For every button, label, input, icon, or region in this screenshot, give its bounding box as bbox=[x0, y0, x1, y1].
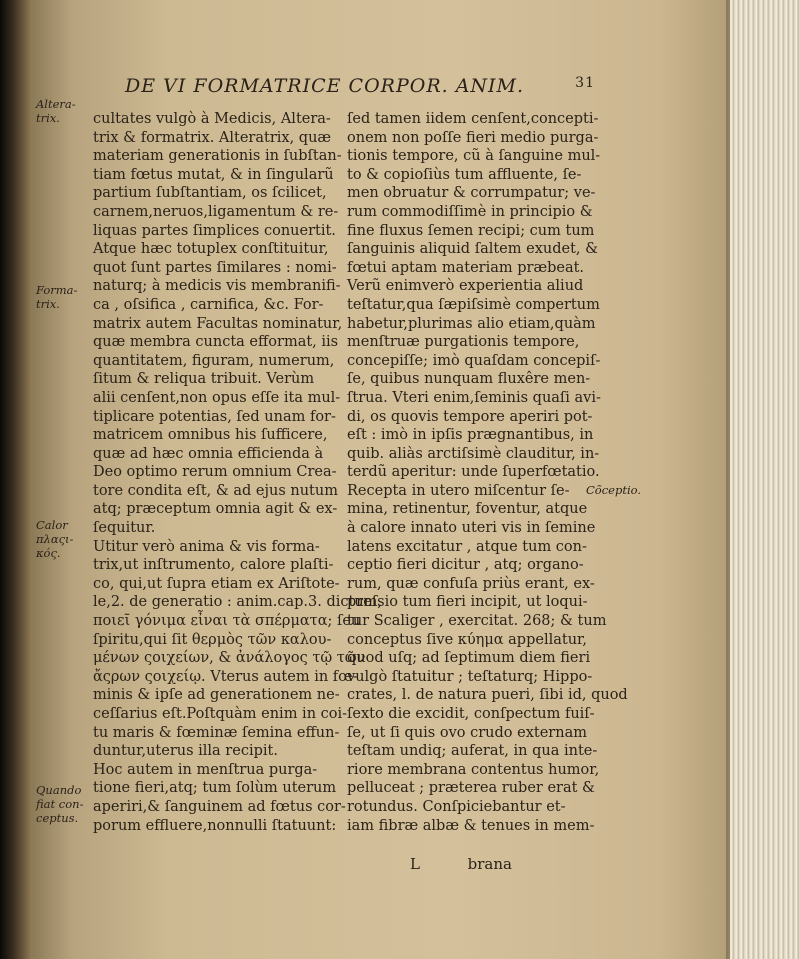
text-line: men obruatur & corrumpatur; ve- bbox=[347, 185, 596, 202]
text-line: conceptus ſive κύημα appellatur, bbox=[347, 631, 587, 648]
text-line: Atque hæc totuplex conſtituitur, bbox=[93, 241, 329, 258]
text-line: ca , oſsifica , carnifica, &c. For- bbox=[93, 296, 324, 313]
text-line: ſequitur. bbox=[93, 520, 156, 537]
text-line: eſt : imò in ipſis prægnantibus, in bbox=[347, 427, 594, 444]
page-stack-edges bbox=[730, 0, 800, 959]
text-line: Deo optimo rerum omnium Crea- bbox=[93, 464, 337, 481]
text-line: concepiſſe; imò quaſdam concepiſ- bbox=[347, 352, 601, 369]
text-line: quod uſq; ad ſeptimum diem fieri bbox=[347, 650, 591, 667]
text-line: vulgò ſtatuitur ; teſtaturq; Hippo- bbox=[347, 668, 593, 685]
text-line: tiplicare potentias, ſed unam for- bbox=[93, 408, 336, 425]
text-line: ceptio fieri dicitur , atq; organo- bbox=[347, 557, 584, 574]
text-line: ποιεῖ γόνιμα εἶναι τὰ σπέρματα; ſeu bbox=[93, 613, 361, 630]
text-line: tur Scaliger , exercitat. 268; & tum bbox=[347, 613, 607, 630]
text-line: partium ſubſtantiam, os ſcilicet, bbox=[93, 185, 327, 202]
text-line: pelluceat ; præterea ruber erat & bbox=[347, 780, 595, 797]
text-line: quæ ad hæc omnia efficienda à bbox=[93, 445, 324, 462]
text-line: tiam fœtus mutat, & in ſingularũ bbox=[93, 166, 334, 183]
text-line: minis & ipſe ad generationem ne- bbox=[93, 687, 340, 704]
text-line: matrix autem Facultas nominatur, bbox=[93, 315, 343, 332]
text-line: rotundus. Conſpiciebantur et- bbox=[347, 798, 566, 815]
text-line: Utitur verò anima & vis forma- bbox=[93, 538, 320, 555]
text-line: fine fluxus ſemen recipi; cum tum bbox=[347, 222, 595, 239]
text-line: Recepta in utero miſcentur ſe- bbox=[347, 482, 570, 499]
text-line: materiam generationis in ſubſtan- bbox=[93, 148, 342, 165]
text-line: μένων ςοιχείων, & ἀνάλογος τῷ τῶν bbox=[93, 650, 366, 667]
text-line: à calore innato uteri vis in ſemine bbox=[347, 520, 596, 537]
text-line: tu maris & fœminæ ſemina effun- bbox=[93, 724, 340, 741]
left-text-column bbox=[93, 110, 383, 835]
margin-note-conceptio: Cõceptio. bbox=[586, 483, 642, 497]
text-line: rum commodiſſimè in principio & bbox=[347, 203, 593, 220]
text-line: ſitum & reliqua tribuit. Verùm bbox=[93, 371, 315, 388]
text-line: matricem omnibus his ſufficere, bbox=[93, 427, 328, 444]
text-line: porum effluere,nonnulli ſtatuunt: bbox=[93, 817, 337, 834]
running-header bbox=[125, 75, 595, 97]
margin-note-alteratrix: Altera- trix. bbox=[36, 97, 76, 125]
book-page bbox=[30, 0, 730, 959]
text-line: naturq; à medicis vis membranifi- bbox=[93, 278, 341, 295]
text-line: menſtruæ purgationis tempore, bbox=[347, 334, 580, 351]
margin-note-quando: Quando fiat con- ceptus. bbox=[36, 783, 84, 825]
text-line: habetur,plurimas alio etiam,quàm bbox=[347, 315, 596, 332]
text-line: quantitatem, figuram, numerum, bbox=[93, 352, 335, 369]
text-line: teſtam undiq; auferat, in qua inte- bbox=[347, 743, 598, 760]
text-line: ſpiritu,qui ſit θερμὸς τῶν καλου- bbox=[93, 631, 332, 648]
text-line: atq; præceptum omnia agit & ex- bbox=[93, 501, 338, 518]
text-line: Verũ enimverò experientia aliud bbox=[347, 278, 584, 295]
running-title: DE VI FORMATRICE CORPOR. ANIM. bbox=[125, 75, 525, 97]
text-line: ſexto die excidit, conſpectum fuiſ- bbox=[347, 706, 595, 722]
margin-note-formatrix: Forma- trix. bbox=[36, 283, 78, 311]
margin-note-calor: Calor πλαςι- κός. bbox=[36, 518, 74, 560]
text-line: teſtatur,qua ſæpiſsimè compertum bbox=[347, 296, 600, 313]
text-line: ſanguinis aliquid ſaltem exudet, & bbox=[347, 241, 599, 258]
text-line: ſtrua. Vteri enim,ſeminis quaſi avi- bbox=[347, 389, 601, 406]
catchword: L brana bbox=[410, 855, 512, 873]
text-line: tore condita eſt, & ad ejus nutum bbox=[93, 482, 338, 499]
text-line: ſe, ut ſi quis ovo crudo externam bbox=[347, 724, 587, 741]
text-line: quæ membra cuncta efformat, iis bbox=[93, 334, 339, 351]
text-line: ſe, quibus nunquam fluxêre men- bbox=[347, 371, 591, 388]
text-line: mina, retinentur, foventur, atque bbox=[347, 501, 588, 518]
text-line: preſsio tum fieri incipit, ut loqui- bbox=[347, 594, 588, 611]
text-line: aperiri,& ſanguinem ad fœtus cor- bbox=[93, 798, 346, 815]
text-line: ceſſarius eſt.Poſtquàm enim in coi- bbox=[93, 706, 348, 722]
text-line: latens excitatur , atque tum con- bbox=[347, 538, 587, 555]
text-line: trix,ut inſtrumento, calore plaſti- bbox=[93, 557, 334, 574]
text-line: terdũ aperitur: unde ſuperfœtatio. bbox=[347, 464, 600, 481]
text-line: Hoc autem in menſtrua purga- bbox=[93, 761, 318, 778]
text-line: le,2. de generatio : anim.cap.3. dictum, bbox=[93, 594, 383, 611]
text-line: rum, quæ confuſa priùs erant, ex- bbox=[347, 575, 595, 592]
text-line: cultates vulgò à Medicis, Altera- bbox=[93, 111, 331, 127]
text-line: trix & formatrix. Alteratrix, quæ bbox=[93, 129, 332, 146]
text-line: crates, l. de natura pueri, ſibi id, quod bbox=[347, 687, 628, 704]
text-line: tione fieri,atq; tum ſolùm uterum bbox=[93, 780, 337, 797]
text-line: tionis tempore, cũ à ſanguine mul- bbox=[347, 148, 601, 165]
text-line: co, qui,ut ſupra etiam ex Ariſtote- bbox=[93, 575, 340, 592]
text-line: riore membrana contentus humor, bbox=[347, 761, 600, 778]
text-line: ſed tamen iidem cenſent,concepti- bbox=[347, 111, 599, 127]
text-line: di, os quovis tempore aperiri pot- bbox=[347, 408, 593, 425]
text-line: carnem,neruos,ligamentum & re- bbox=[93, 203, 339, 220]
text-line: ἄςρων ςοιχείῳ. Vterus autem in fœ- bbox=[93, 668, 358, 685]
text-line: fœtui aptam materiam præbeat. bbox=[347, 259, 585, 276]
text-line: onem non poſſe fieri medio purga- bbox=[347, 129, 599, 146]
text-line: iam fibræ albæ & tenues in mem- bbox=[347, 817, 595, 834]
text-line: quot ſunt partes ſimilares : nomi- bbox=[93, 259, 337, 276]
text-line: to & copioſiùs tum affluente, ſe- bbox=[347, 166, 582, 183]
text-line: duntur,uterus illa recipit. bbox=[93, 743, 278, 760]
book-spine-edge bbox=[0, 0, 30, 959]
text-line: quib. aliàs arctiſsimè clauditur, in- bbox=[347, 445, 600, 462]
page-number: 31 bbox=[575, 75, 595, 91]
text-line: liquas partes ſimplices conuertit. bbox=[93, 222, 336, 239]
text-line: alii cenſent,non opus eſſe ita mul- bbox=[93, 389, 341, 406]
